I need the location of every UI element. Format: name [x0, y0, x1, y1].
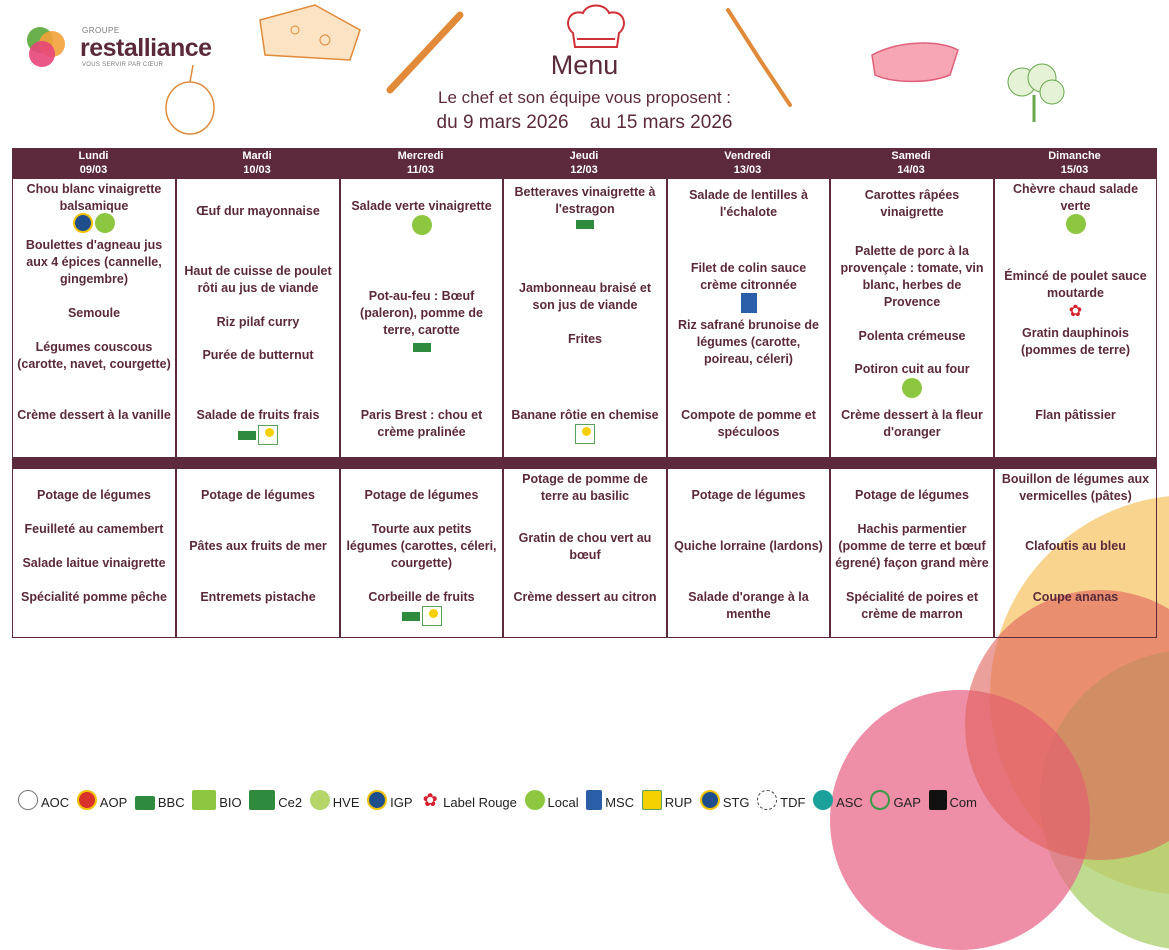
menu-item: Coupe ananas: [1032, 590, 1119, 604]
menu-item: Jambonneau braisé et son jus de viande: [519, 281, 651, 312]
day-header-lundi: Lundi 09/03: [78, 150, 109, 176]
legend-item-rup: RUP: [642, 790, 692, 810]
menu-item: Salade verte vinaigrette: [351, 199, 492, 213]
menu-item: Émincé de poulet sauce moutarde: [1004, 269, 1147, 300]
aop-icon: [77, 790, 97, 810]
menu-item: Potage de légumes: [855, 488, 969, 502]
menu-item: Clafoutis au bleu: [1025, 539, 1126, 553]
menu-item: Riz safrané brunoise de légumes (carotte, poireau, céleri): [677, 318, 819, 366]
days-header-bar: [12, 148, 1157, 178]
bbc-icon: [238, 431, 256, 440]
rup-icon: [258, 425, 278, 445]
lunch-dinner-separator: [12, 458, 1157, 468]
menu-item: Polenta crémeuse: [858, 329, 966, 343]
dinner-column-dimanche: [994, 468, 1157, 638]
badge-group: [995, 214, 1156, 236]
menu-item: Feuilleté au camembert: [24, 522, 164, 536]
menu-item: Spécialité de poires et crème de marron: [846, 590, 978, 621]
logo-brand-text: restalliance: [80, 34, 212, 62]
lunch-column-samedi: [830, 178, 994, 458]
badge-group: [668, 293, 829, 315]
menu-item: Crème dessert au citron: [513, 590, 657, 604]
menu-item: Haut de cuisse de poulet rôti au jus de viande: [184, 264, 332, 295]
dinner-column-vendredi: [667, 468, 830, 638]
menu-item: Crème dessert à la fleur d'oranger: [841, 408, 983, 439]
menu-item: Légumes couscous (carotte, navet, courgette): [17, 340, 171, 371]
lunch-column-lundi: [12, 178, 176, 458]
menu-item: Salade de lentilles à l'échalote: [689, 188, 808, 219]
menu-item: Chèvre chaud salade verte: [1012, 182, 1139, 213]
badge-group: [831, 378, 993, 400]
menu-item: Carottes râpées vinaigrette: [864, 188, 960, 219]
menu-item: Banane rôtie en chemise: [511, 408, 659, 422]
menu-item: Quiche lorraine (lardons): [674, 539, 823, 553]
legend-item-asc: ASC: [813, 790, 863, 810]
legend-item-bbc: BBC: [135, 795, 185, 810]
bbc-icon: [135, 796, 155, 810]
rup-icon: [575, 424, 595, 444]
menu-item: Gratin de chou vert au bœuf: [518, 531, 652, 562]
msc-icon: [741, 293, 757, 313]
badge-group: [341, 339, 502, 361]
badge-group: [504, 424, 666, 446]
asc-icon: [813, 790, 833, 810]
menu-item: Purée de butternut: [202, 348, 314, 362]
day-header-mercredi: Mercredi 11/03: [397, 150, 444, 176]
lunch-column-mercredi: [340, 178, 503, 458]
rup-icon: [422, 606, 442, 626]
day-header-mardi: Mardi 10/03: [242, 150, 272, 176]
rup-icon: [642, 790, 662, 810]
local-icon: [412, 215, 432, 235]
menu-item: Potage de pomme de terre au basilic: [522, 472, 648, 503]
menu-item: Potage de légumes: [691, 488, 806, 502]
menu-item: Riz pilaf curry: [216, 315, 300, 329]
dinner-column-samedi: [830, 468, 994, 638]
badge-group: [177, 425, 339, 447]
menu-item: Salade laitue vinaigrette: [22, 556, 166, 570]
legend-item-igp: IGP: [367, 790, 412, 810]
bbc-icon: [402, 612, 420, 621]
lunch-column-mardi: [176, 178, 340, 458]
bio-icon: [192, 790, 216, 810]
stg-icon: [700, 790, 720, 810]
legend-item-stg: STG: [700, 790, 750, 810]
menu-item: Pot-au-feu : Bœuf (paleron), pomme de terre, carotte: [360, 289, 483, 337]
label-rouge-icon: ✿: [422, 790, 438, 810]
day-header-vendredi: Vendredi 13/03: [724, 150, 771, 176]
day-header-jeudi: Jeudi 12/03: [569, 150, 599, 176]
bbc-icon: [413, 343, 431, 352]
labels-legend: [18, 790, 981, 816]
badge-group: [504, 216, 666, 238]
dinner-column-mardi: [176, 468, 340, 638]
menu-item: Semoule: [67, 306, 121, 320]
legend-item-aop: AOP: [77, 790, 127, 810]
date-range: [0, 112, 1169, 134]
msc-icon: [586, 790, 602, 810]
menu-item: Pâtes aux fruits de mer: [189, 539, 327, 553]
badge-group: [995, 303, 1156, 325]
bbc-icon: [576, 220, 594, 229]
menu-item: Corbeille de fruits: [368, 590, 475, 604]
menu-item: Potiron cuit au four: [854, 362, 970, 376]
menu-item: Potage de légumes: [37, 488, 151, 502]
legend-item-msc: MSC: [586, 790, 634, 810]
ce2-icon: [249, 790, 275, 810]
local-icon: [95, 213, 115, 233]
legend-item-ce2: Ce2: [249, 790, 302, 810]
legend-item-label-rouge: ✿ Label Rouge: [420, 790, 517, 810]
dinner-column-mercredi: [340, 468, 503, 638]
local-icon: [525, 790, 545, 810]
logo-tagline: VOUS SERVIR PAR CŒUR: [82, 62, 164, 68]
gap-icon: [870, 790, 890, 810]
lunch-column-jeudi: [503, 178, 667, 458]
menu-item: Potage de légumes: [364, 488, 479, 502]
aoc-icon: [18, 790, 38, 810]
legend-item-com: Com: [929, 790, 977, 810]
menu-item: Hachis parmentier (pomme de terre et bœuf égrené) façon grand mère: [835, 522, 989, 570]
dinner-column-lundi: [12, 468, 176, 638]
menu-item: Boulettes d'agneau jus aux 4 épices (cannelle, gingembre): [25, 238, 163, 286]
menu-item: Tourte aux petits légumes (carottes, céleri, courgette): [346, 522, 497, 570]
menu-item: Betteraves vinaigrette à l'estragon: [514, 185, 656, 216]
menu-item: Salade d'orange à la menthe: [688, 590, 809, 621]
dinner-column-jeudi: [503, 468, 667, 638]
menu-item: Chou blanc vinaigrette balsamique: [26, 182, 162, 213]
legend-item-bio: BIO: [192, 790, 241, 810]
page-subtitle: Le chef et son équipe vous proposent :: [438, 88, 731, 107]
day-header-samedi: Samedi 14/03: [891, 150, 931, 176]
legend-item-tdf: TDF: [757, 790, 805, 810]
hve-icon: [310, 790, 330, 810]
badge-group: [341, 606, 502, 628]
legend-item-local: Local: [525, 790, 579, 810]
igp-icon: [73, 213, 93, 233]
menu-item: Frites: [567, 332, 603, 346]
menu-item: Crème dessert à la vanille: [17, 408, 171, 422]
lunch-column-vendredi: [667, 178, 830, 458]
menu-item: Flan pâtissier: [1035, 408, 1116, 422]
menu-item: Compote de pomme et spéculoos: [681, 408, 816, 439]
legend-item-hve: HVE: [310, 790, 360, 810]
legend-item-aoc: AOC: [18, 790, 69, 810]
legend-item-gap: GAP: [870, 790, 920, 810]
day-header-dimanche: Dimanche 15/03: [1048, 150, 1101, 176]
date-to: au 15 mars 2026: [589, 112, 733, 133]
page-title: Menu: [550, 50, 619, 80]
badge-group: [341, 215, 502, 237]
menu-item: Potage de légumes: [201, 488, 315, 502]
logo-group-text: GROUPE: [82, 26, 120, 35]
menu-item: Filet de colin sauce crème citronnée: [690, 261, 807, 292]
menu-item: Bouillon de légumes aux vermicelles (pâtes): [1001, 472, 1150, 503]
menu-item: Palette de porc à la provençale : tomate, vin blanc, herbes de Provence: [840, 244, 984, 309]
menu-item: Œuf dur mayonnaise: [196, 204, 320, 218]
badge-group: [13, 213, 175, 235]
local-icon: [1066, 214, 1086, 234]
menu-item: Entremets pistache: [200, 590, 316, 604]
igp-icon: [367, 790, 387, 810]
tdf-icon: [757, 790, 777, 810]
menu-item: Spécialité pomme pêche: [21, 590, 167, 604]
label-rouge-icon: ✿: [1068, 302, 1083, 320]
fairtrade-com-icon: [929, 790, 947, 810]
lunch-column-dimanche: [994, 178, 1157, 458]
menu-item: Paris Brest : chou et crème pralinée: [360, 408, 483, 439]
chef-hat-icon: [563, 3, 629, 51]
local-icon: [902, 378, 922, 398]
menu-item: Salade de fruits frais: [196, 408, 320, 422]
date-from: du 9 mars 2026: [436, 112, 569, 133]
menu-item: Gratin dauphinois (pommes de terre): [1020, 326, 1131, 357]
